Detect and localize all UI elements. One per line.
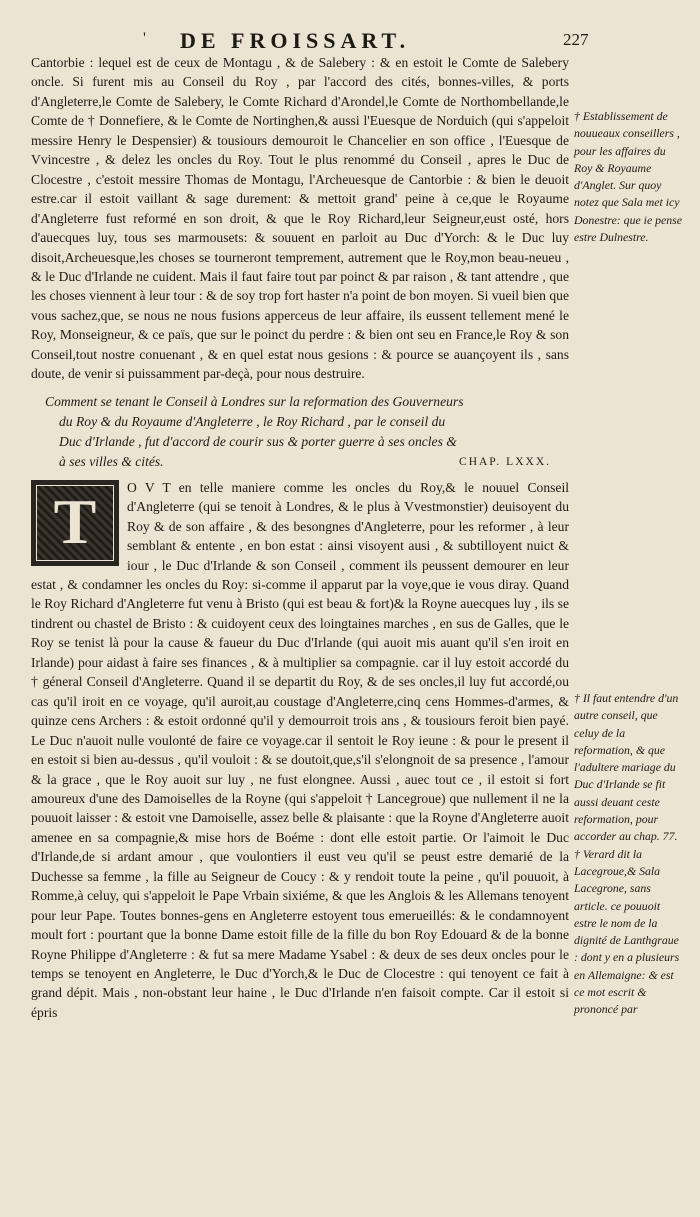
- margin-note-top: † Establissement de nouueaux conseillers , pour les affaires du Roy & Royaume d'Anglet. Sur quoy notez que Sala met icy Donestre: que ie pense estre Dulnestre.: [574, 109, 682, 245]
- chapter-body: [31, 478, 569, 1023]
- chapter-heading: [31, 392, 569, 472]
- chapter-heading-line-3: Duc d'Irlande , fut d'accord de courir sus & porter guerre à ses oncles &: [59, 433, 457, 449]
- chapter-heading-line-4-text: à ses villes & cités.: [59, 453, 164, 469]
- chapter-heading-line-1: Comment se tenant le Conseil à Londres sur la reformation des Gouverneurs: [45, 393, 464, 409]
- main-text-column: [31, 53, 569, 1022]
- page-header: [0, 28, 700, 54]
- running-title: DE FROISSART.: [180, 28, 411, 53]
- chapter-heading-line-2: du Roy & du Royaume d'Angleterre , le Roy Richard , par le conseil du: [59, 413, 446, 429]
- initial-letter: T: [53, 485, 97, 557]
- header-mark: ': [143, 30, 146, 47]
- decorated-initial: [31, 480, 119, 566]
- margin-note-bottom: † Il faut entendre d'un autre conseil, que celuy de la reformation, & que l'adultere mariage du Duc d'Irlande se fit aussi deuant ceste reformation, pour accorder au chap. 77. † Verard dit la Lacegroue,& Sala Lacegrone, sans article. ce pouuoit estre le nom de la dignité de Lanthgraue : dont y en a plusieurs en Allemaigne: & est ce mot escrit & prononcé par: [574, 691, 680, 1017]
- chapter-body-text: O V T en telle maniere comme les oncles du Roy,& le nouuel Conseil d'Angleterre (qui se tenoit à Londres, & le plus à Vvestmonstier) deuisoyent du Roy & de son affaire , & des besongnes d'Angleterre, pour les reformer , à leur semblant & entente , en bon estat : ainsi visoyent ausi , & subtilloyent nuict & iour , le Duc d'Irlande & son Conseil , comment ils peussent demourer en leur estat , & condamner les oncles du Roy: si-comme il apparut par la voye,que ie vous diray. Quand le Roy Richard d'Angleterre fut venu à Bristo (qui est beau & fort)& la Royne auecques luy , ils se tindrent ou chastel de Bristo : & cuidoyent ceux des loingtaines marches , en sus de Galles, que le Roy se tenist là pour la cause & faueur du Duc d'Irlande (qui auoit mis auant qu'il s'en iroit en Irlande) pour aidast à faire ses finances , & à multiplier sa compagnie. car il luy estoit accordé du † géneral Conseil d'Angleterre. Quand il se departit du Roy, & de ses oncles,il luy fut accordé,ou cas qu'il iroit en ce voyage, qu'il auroit,au coustage d'Angleterre,cinq cens Hommes-d'armes, & quinze cens Archers : & estoit ordonné qu'il y demourroit trois ans , & tousiours feroit bien payé. Le Duc n'auoit nulle voulonté de faire ce voyage.car il sentoit le Roy ieune : & pour le present il en estoit si bien au-dessus , qu'il vouloit : & se doutoit,que,s'il s'elongnoit de sa presence , l'amour & la grace , que le Roy auoit sur luy , ne fust elongnee. Aussi , auec tout ce , il estoit si fort amoureux d'une des Damoiselles de la Royne (qui s'appeloit † Lancegroue) que nullement il ne la pouuoit laisser : & estoit vne Damoiselle, assez belle & plaisante : que la Royne d'Angleterre auoit amenee en sa compagnie,& mise hors de Boéme : dont elle estoit partie. Or l'aimoit le Duc d'Irlande,de si ardant amour , que voulontiers il eust veu qu'il se peust estre demarié de la Duchesse sa femme , la fille au Seigneur de Coucy : & y rendoit toute la peine , qu'il pouuoit, à Romme,à celuy, qui s'appeloit le Pape Vrbain sixiéme, & que les Anglois & les Allemans tenoyent pour leur Pape. Toutes bonnes-gens en Angleterre estoyent tous emerueillés: & le condamnoyent moult fort : pourtant que la bonne Dame estoit fille de la fille du bon Roy Edouard & de la bonne Royne Philippe d'Angleterre : & fut sa mere Madame Ysabel : & deux de ses deux oncles pour le temps se tenoyent en Angleterre, le Duc d'Yorch,& le Duc de Clocestre : qui tenoyent ce fait à grand dépit. Mais , non-obstant leur haine , le Duc d'Irlande n'en faisoit compte. Car il estoit si épris: [31, 479, 569, 1020]
- paragraph-continued: Cantorbie : lequel est de ceux de Montagu , & de Salebery : & en estoit le Comte de Salebery oncle. Si furent mis au Conseil du Roy , par l'accord des cités, bonnes-villes, & ports d'Angleterre,le Comte de Salebery, le Comte Richard d'Arondel,le Comte de Northombellande,le Comte de † Donnefiere, & le Comte de Nortinghen,& aussi l'Euesque de Norduich (qui s'appeloit messire Henry le Despensier) & tousiours demouroit le Chancelier en son office , l'Euesque de Vvincestre , & delez les oncles du Roy. Tout le plus renommé du Conseil , apres le Duc de Clocestre , c'estoit messire Thomas de Montagu, l'Archeuesque de Cantorbie : & bien le deuoit estre.car il estoit vaillant & sage durement: & mettoit grand' peine à ce,que le Royaume d'Angleterre fust reformé en son droit, & que le Roy Richard,leur Seigneur,eust osté, hors d'auecques luy, tous ses marmousets: & souuent en parloit au Duc d'Yorch: & le Duc luy disoit,Archeuesque,les choses se tourneront temprement, autrement que le Roy,mon beau-neueu , & le Duc d'Irlande ne cuident. Mais il faut faire tout par poinct & par raison , & tant attendre , que les choses viennent à leur tour : & de soy trop fort haster n'a point de bon moyen. Si vueil bien que vous sachez,que, se nous ne nous fusions apperceus de leur affaire, ils eussent tellement mené le Roy, Monseigneur, & ce païs, que sur le poinct du perdre : & bien ont seu en France,le Roy & son Conseil,tout nostre conuenant , & en quel estat nous gesions : & pource se auançoyent ils , sans doute, de venir si puissamment par-deçà, pour nous destruire.: [31, 55, 569, 382]
- chapter-heading-line-4: [45, 452, 569, 472]
- chapter-label: CHAP. LXXX.: [459, 455, 551, 468]
- page-number: 227: [563, 30, 589, 49]
